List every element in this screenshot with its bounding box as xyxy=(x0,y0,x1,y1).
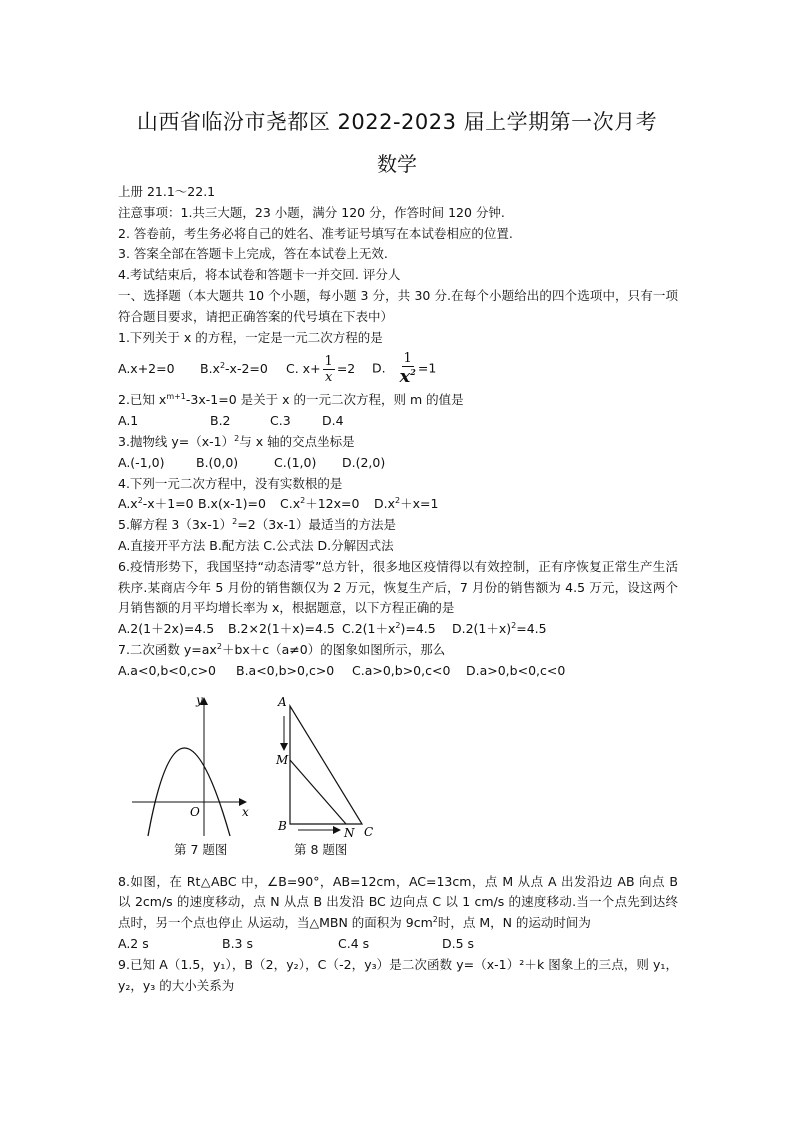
scope-text: 上册 21.1～22.1 xyxy=(118,184,216,199)
point-n-label: N xyxy=(344,825,355,840)
figures-svg xyxy=(118,690,398,840)
note-3: 3. 答案全部在答题卡上完成，答在本试卷上无效. xyxy=(118,246,388,262)
q6-option-c: $C.2(1+x^2)=4.5$ xyxy=(342,620,436,637)
q6-options xyxy=(118,619,678,640)
q4-option-c: $C.x^2+12x=0$ xyxy=(280,496,360,512)
q1-option-b: $B.x^2-x-2=0$ xyxy=(200,360,268,376)
q5-options: A.直接开平方法 B.配方法 C.公式法 D.分解因式法 xyxy=(118,537,394,553)
q8-option-c: C.4 s xyxy=(338,935,370,951)
fraction-one-over-x-squared: $\frac{1}{x^2}$ xyxy=(399,351,416,388)
q4-option-a: $A.x^2-x+1=0$ xyxy=(118,496,194,512)
q5-stem: 5.解方程 $3(3x-1)^2=2(3x-1)$最适当的方法是 xyxy=(118,517,397,533)
q2-option-d: D.4 xyxy=(322,413,344,429)
q3-option-d: D.(2,0) xyxy=(342,454,386,470)
q8-option-a: A.2 s xyxy=(118,935,149,951)
q8-option-b: B.3 s xyxy=(222,935,253,951)
q7-options xyxy=(118,661,678,682)
q4-option-d: $D.x^2+x=1$ xyxy=(374,496,439,512)
figure-8-triangle xyxy=(275,695,373,840)
q1-option-d: D. $\frac{1}{x^2}$ =1 xyxy=(372,351,437,388)
q8-stem: 8.如图，在 Rt△ABC 中，∠B=90°，AB=12cm，AC=13cm，点 M 从点 A 出发沿边 AB 向点 B 以 2cm/s 的速度移动，点 N 从点 B 出发沿 BC 边向点 C 以 1 cm/s 的速度移动.当一个点先到达终点时，另一个点也停止 从运动，当△MBN 的面积为 $9cm^2$时，点 M，N 的运动时间为 xyxy=(118,873,678,931)
q1-option-a: A.x+2=0 xyxy=(118,360,175,376)
q7-option-c: C.a>0,b>0,c<0 xyxy=(352,662,451,678)
q2-stem: 2.已知 $x^{m+1}-3x-1=0$ 是关于 x 的一元二次方程，则 m 的值是 xyxy=(118,392,464,408)
exam-title: 山西省临汾市尧都区 2022-2023 届上学期第一次月考 xyxy=(136,110,658,134)
point-m-label: M xyxy=(276,752,289,767)
figures-row xyxy=(118,690,678,868)
q6-option-a: A.2(1＋2x)=4.5 xyxy=(118,621,215,637)
q9-stem: 9.已知 A（1.5，y₁），B（2，y₂），C（-2，y₃）是二次函数 y=（x-1）²＋k 图象上的三点，则 y₁，y₂，y₃ 的大小关系为 xyxy=(118,956,678,993)
q1-options xyxy=(118,348,678,390)
y-axis-label: y xyxy=(196,692,203,707)
note-4: 4.考试结束后，将本试卷和答题卡一并交回. 评分人 xyxy=(118,267,401,283)
q7-stem: 7.二次函数 $y=ax^2+bx+c(a\ne 0)$的图象如图所示，那么 xyxy=(118,641,446,657)
fraction-one-over-x: $\frac{1}{x}$ xyxy=(324,353,333,385)
q3-options xyxy=(118,453,678,474)
q2-option-c: C.3 xyxy=(270,413,291,429)
q6-option-d: $D.2(1+x)^2=4.5$ xyxy=(452,620,547,637)
q1-option-c: C. x+ $\frac{1}{x}$ =2 xyxy=(286,353,356,385)
q3-option-a: A.(-1,0) xyxy=(118,454,165,470)
q8-option-d: D.5 s xyxy=(442,935,475,951)
q2-option-b: B.2 xyxy=(210,413,231,429)
q6-stem: 6.疫情形势下，我国坚持“动态清零”总方针，很多地区疫情得以有效控制，正有序恢复正常生产生活秩序.某商店今年 5 月份的销售额仅为 2 万元，恢复生产后，7 月份的销售额为 4.5 万元，设这两个月销售额的月平均增长率为 x，根据题意，以下方程正确的是 xyxy=(118,558,678,616)
q7-option-a: A.a<0,b<0,c>0 xyxy=(118,662,216,678)
note-1: 注意事项：1.共三大题，23 小题，满分 120 分，作答时间 120 分钟. xyxy=(118,204,505,220)
q8-options xyxy=(118,934,678,955)
section-heading: 一、选择题（本大题共 10 个小题，每小题 3 分，共 30 分.在每个小题给出的四个选项中，只有一项符合题目要求，请把正确答案的代号填在下表中） xyxy=(118,287,678,324)
q6-option-b: B.2×2(1＋x)=4.5 xyxy=(228,621,335,637)
q3-option-c: C.(1,0) xyxy=(274,454,317,470)
x-axis-label: x xyxy=(242,804,249,819)
exam-content xyxy=(118,182,678,996)
figure-8-caption: 第 8 题图 xyxy=(294,841,348,857)
q3-option-b: B.(0,0) xyxy=(196,454,239,470)
triangle-abc xyxy=(290,706,362,824)
figure-7-caption: 第 7 题图 xyxy=(174,841,228,857)
q2-option-a: A.1 xyxy=(118,413,139,429)
q4-stem: 4.下列一元二次方程中，没有实数根的是 xyxy=(118,475,343,491)
q2-options xyxy=(118,411,678,432)
parabola-curve xyxy=(148,748,230,836)
q3-stem: 3.抛物线 $y=(x-1)^2$与 x 轴的交点坐标是 xyxy=(118,433,355,449)
q7-option-d: D.a>0,b<0,c<0 xyxy=(466,662,566,678)
q4-option-b: B.x(x-1)=0 xyxy=(198,496,266,512)
figure-7-parabola-graph xyxy=(132,693,249,836)
q1-stem: 1.下列关于 x 的方程，一定是一元二次方程的是 xyxy=(118,329,383,345)
origin-label: O xyxy=(190,804,200,819)
point-c-label: C xyxy=(364,824,374,839)
q7-option-b: B.a<0,b>0,c>0 xyxy=(236,662,335,678)
q4-options xyxy=(118,494,678,515)
subject-title: 数学 xyxy=(377,152,417,176)
note-2: 2. 答卷前，考生务必将自己的姓名、准考证号填写在本试卷相应的位置. xyxy=(118,225,513,241)
point-a-label: A xyxy=(278,694,287,709)
point-b-label: B xyxy=(278,818,287,833)
segment-mn xyxy=(290,760,346,824)
